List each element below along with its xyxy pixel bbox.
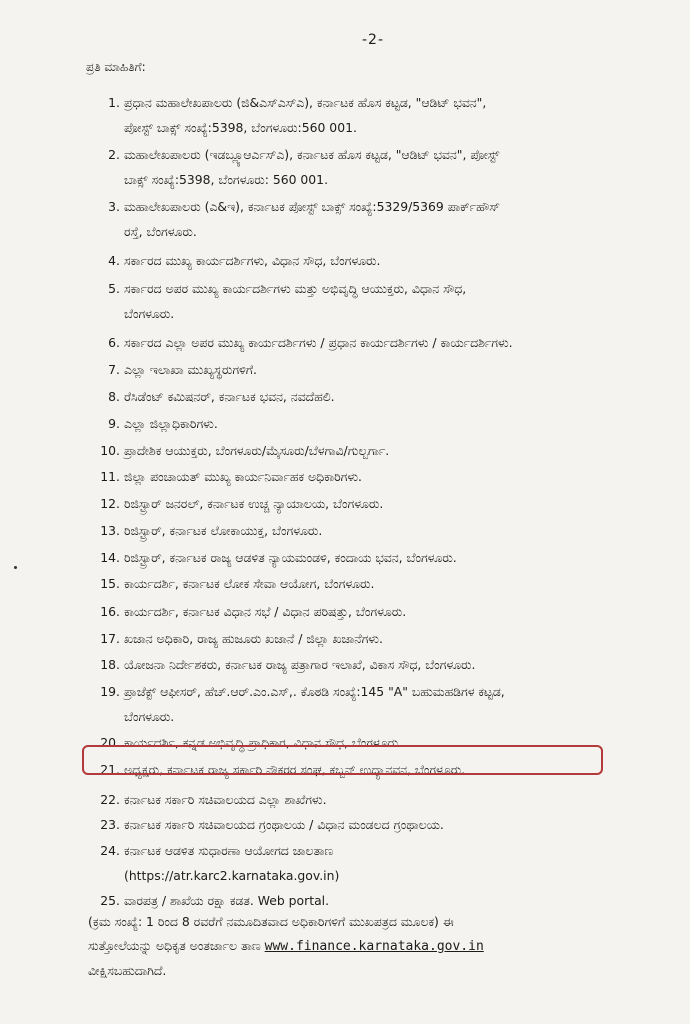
footer-note: (ಕ್ರಮ ಸಂಖ್ಯೆ: 1 ರಿಂದ 8 ರವರೆಗೆ ನಮೂದಿತವಾದ ಅಧಿಕಾರಿಗಳಿಗೆ ಮುಖಪತ್ರದ ಮೂಲಕ) ಈ ಸುತ್ತೋಲೆಯನ್ನು ಅಧಿಕೃತ ಅಂತರ್ಜಾಲ ತಾಣ www.finance.karnataka.gov.in ವೀಕ್ಷಿಸಬಹುದಾಗಿದೆ. bbox=[88, 914, 484, 978]
list-item: 18. ಯೋಜನಾ ನಿರ್ದೇಶಕರು, ಕರ್ನಾಟಕ ರಾಜ್ಯ ಪತ್ರಾಗಾರ ಇಲಾಖೆ, ವಿಕಾಸ ಸೌಧ, ಬೆಂಗಳೂರು. bbox=[100, 657, 476, 672]
list-item: 2. ಮಹಾಲೇಖಪಾಲರು (ಇಡಬ್ಲ್ಯೂಆರ್ಎಸ್ಎ), ಕರ್ನಾಟಕ ಹೊಸ ಕಟ್ಟಡ, "ಆಡಿಟ್ ಭವನ", ಪೋಸ್ಟ್ ಬಾಕ್ಸ್ ಸಂಖ್ಯೆ:5398, ಬೆಂಗಳೂರು: 560 001. bbox=[108, 147, 500, 187]
list-item-highlighted: 21. ಅಧ್ಯಕ್ಷರು, ಕರ್ನಾಟಕ ರಾಜ್ಯ ಸರ್ಕಾರಿ ನೌಕರರ ಸಂಘ, ಕಬ್ಬನ್ ಉದ್ಯಾನವನ, ಬೆಂಗಳೂರು. bbox=[100, 762, 466, 777]
list-item: 19. ಪ್ರಾಜೆಕ್ಟ್ ಆಫೀಸರ್, ಹೆಚ್.ಆರ್.ಎಂ.ಎಸ್,. ಕೊಠಡಿ ಸಂಖ್ಯೆ:145 "A" ಬಹುಮಹಡಿಗಳ ಕಟ್ಟಡ, ಬೆಂಗಳೂರು. bbox=[100, 684, 505, 724]
list-item: 25. ವಾರಪತ್ರ / ಶಾಖೆಯ ರಕ್ಷಾ ಕಡತ. Web portal. bbox=[100, 893, 330, 908]
list-item: 6. ಸರ್ಕಾರದ ಎಲ್ಲಾ ಅಪರ ಮುಖ್ಯ ಕಾರ್ಯದರ್ಶಿಗಳು / ಪ್ರಧಾನ ಕಾರ್ಯದರ್ಶಿಗಳು / ಕಾರ್ಯದರ್ಶಿಗಳು. bbox=[108, 335, 513, 350]
list-item: 4. ಸರ್ಕಾರದ ಮುಖ್ಯ ಕಾರ್ಯದರ್ಶಿಗಳು, ವಿಧಾನ ಸೌಧ, ಬೆಂಗಳೂರು. bbox=[108, 253, 381, 268]
finance-website-link[interactable]: www.finance.karnataka.gov.in bbox=[264, 939, 484, 954]
list-item: 15. ಕಾರ್ಯದರ್ಶಿ, ಕರ್ನಾಟಕ ಲೋಕ ಸೇವಾ ಆಯೋಗ, ಬೆಂಗಳೂರು. bbox=[100, 576, 375, 591]
copy-to-label: ಪ್ರತಿ ಮಾಹಿತಿಗೆ: bbox=[86, 60, 146, 74]
list-item: 3. ಮಹಾಲೇಖಪಾಲರು (ಎ&ಇ), ಕರ್ನಾಟಕ ಪೋಸ್ಟ್ ಬಾಕ್ಸ್ ಸಂಖ್ಯೆ:5329/5369 ಪಾರ್ಕ್‌ಹೌಸ್ ರಸ್ತೆ, ಬೆಂಗಳೂರು. bbox=[108, 199, 500, 239]
highlight-box bbox=[82, 745, 603, 775]
page-number: -2- bbox=[362, 32, 385, 48]
list-item: 16. ಕಾರ್ಯದರ್ಶಿ, ಕರ್ನಾಟಕ ವಿಧಾನ ಸಭೆ / ವಿಧಾನ ಪರಿಷತ್ತು, ಬೆಂಗಳೂರು. bbox=[100, 604, 407, 619]
list-item: 13. ರಿಜಿಸ್ಟ್ರಾರ್, ಕರ್ನಾಟಕ ಲೋಕಾಯುಕ್ತ, ಬೆಂಗಳೂರು. bbox=[100, 523, 323, 538]
list-item: 20. ಕಾರ್ಯದರ್ಶಿ, ಕನ್ನಡ ಅಭಿವೃದ್ಧಿ ಪ್ರಾಧಿಕಾರ, ವಿಧಾನ ಸೌಧ, ಬೆಂಗಳೂರು. bbox=[100, 735, 403, 750]
list-item: 11. ಜಿಲ್ಲಾ ಪಂಚಾಯತ್ ಮುಖ್ಯ ಕಾರ್ಯನಿರ್ವಾಹಕ ಅಧಿಕಾರಿಗಳು. bbox=[100, 469, 362, 484]
list-item: 5. ಸರ್ಕಾರದ ಅಪರ ಮುಖ್ಯ ಕಾರ್ಯದರ್ಶಿಗಳು ಮತ್ತು ಅಭಿವೃದ್ಧಿ ಆಯುಕ್ತರು, ವಿಧಾನ ಸೌಧ, ಬೆಂಗಳೂರು. bbox=[108, 281, 467, 321]
list-item: 10. ಪ್ರಾದೇಶಿಕ ಆಯುಕ್ತರು, ಬೆಂಗಳೂರು/ಮೈಸೂರು/ಬೆಳಗಾವಿ/ಗುಲ್ಬರ್ಗಾ. bbox=[100, 443, 390, 458]
list-item: 8. ರೆಸಿಡೆಂಟ್ ಕಮಿಷನರ್, ಕರ್ನಾಟಕ ಭವನ, ನವದೆಹಲಿ. bbox=[108, 389, 335, 404]
list-item: 14. ರಿಜಿಸ್ಟ್ರಾರ್, ಕರ್ನಾಟಕ ರಾಜ್ಯ ಆಡಳಿತ ನ್ಯಾಯಮಂಡಳಿ, ಕಂದಾಯ ಭವನ, ಬೆಂಗಳೂರು. bbox=[100, 550, 457, 565]
list-item: 1. ಪ್ರಧಾನ ಮಹಾಲೇಖಪಾಲರು (ಜಿ&ಎಸ್ಎಸ್ಎ), ಕರ್ನಾಟಕ ಹೊಸ ಕಟ್ಟಡ, "ಆಡಿಟ್ ಭವನ", ಪೋಸ್ಟ್ ಬಾಕ್ಸ್ ಸಂಖ್ಯೆ:5398, ಬೆಂಗಳೂರು:560 001. bbox=[108, 95, 487, 135]
list-item: 17. ಖಜಾನ ಅಧಿಕಾರಿ, ರಾಜ್ಯ ಹುಜೂರು ಖಜಾನೆ / ಜಿಲ್ಲಾ ಖಜಾನೆಗಳು. bbox=[100, 631, 383, 646]
list-item: 12. ರಿಜಿಸ್ಟ್ರಾರ್ ಜನರಲ್, ಕರ್ನಾಟಕ ಉಚ್ಚ ನ್ಯಾಯಾಲಯ, ಬೆಂಗಳೂರು. bbox=[100, 496, 384, 511]
karc-portal-link[interactable]: (https://atr.karc2.karnataka.gov.in) bbox=[124, 868, 340, 883]
list-item: 22. ಕರ್ನಾಟಕ ಸರ್ಕಾರಿ ಸಚಿವಾಲಯದ ಎಲ್ಲಾ ಶಾಖೆಗಳು. bbox=[100, 792, 327, 807]
list-item: 23. ಕರ್ನಾಟಕ ಸರ್ಕಾರಿ ಸಚಿವಾಲಯದ ಗ್ರಂಥಾಲಯ / ವಿಧಾನ ಮಂಡಲದ ಗ್ರಂಥಾಲಯ. bbox=[100, 817, 444, 832]
stray-mark bbox=[14, 566, 17, 569]
list-item: 9. ಎಲ್ಲಾ ಜಿಲ್ಲಾಧಿಕಾರಿಗಳು. bbox=[108, 416, 218, 431]
list-item: 24. ಕರ್ನಾಟಕ ಆಡಳಿತ ಸುಧಾರಣಾ ಆಯೋಗದ ಜಾಲತಾಣ (https://atr.karc2.karnataka.gov.in) bbox=[92, 838, 612, 888]
list-item: 7. ಎಲ್ಲಾ ಇಲಾಖಾ ಮುಖ್ಯಸ್ಥರುಗಳಿಗೆ. bbox=[108, 362, 257, 377]
